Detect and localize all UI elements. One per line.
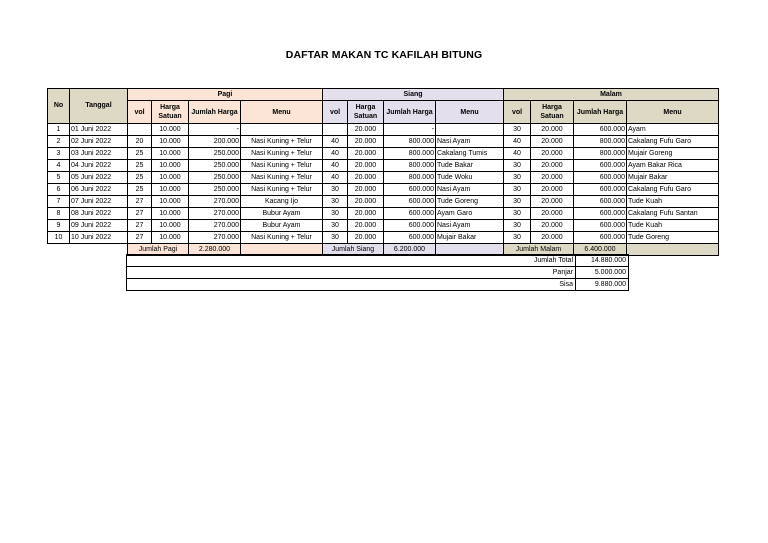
totals-value: 9.880.000 bbox=[576, 279, 629, 291]
header-siang: Siang bbox=[323, 89, 504, 101]
header-pagi-vol: vol bbox=[128, 101, 152, 124]
pagi-jumlah: - bbox=[189, 124, 241, 136]
pagi-menu: Nasi Kuning + Telur bbox=[241, 184, 323, 196]
siang-menu: Tude Woku bbox=[436, 172, 504, 184]
header-pagi-menu: Menu bbox=[241, 101, 323, 124]
siang-vol: 40 bbox=[323, 172, 348, 184]
pagi-menu bbox=[241, 124, 323, 136]
row-tanggal: 06 Juni 2022 bbox=[70, 184, 128, 196]
jumlah-pagi-value: 2.280.000 bbox=[189, 244, 241, 256]
malam-jumlah: 600.000 bbox=[574, 196, 627, 208]
header-malam-harga: Harga Satuan bbox=[531, 101, 574, 124]
row-tanggal: 10 Juni 2022 bbox=[70, 232, 128, 244]
row-tanggal: 04 Juni 2022 bbox=[70, 160, 128, 172]
row-no: 7 bbox=[48, 196, 70, 208]
pagi-menu: Nasi Kuning + Telur bbox=[241, 136, 323, 148]
siang-harga: 20.000 bbox=[348, 184, 384, 196]
siang-vol bbox=[323, 124, 348, 136]
siang-jumlah: 600.000 bbox=[384, 196, 436, 208]
siang-vol: 30 bbox=[323, 184, 348, 196]
header-no: No bbox=[48, 89, 70, 124]
pagi-jumlah: 200.000 bbox=[189, 136, 241, 148]
table-row bbox=[48, 220, 719, 232]
pagi-menu: Kacang Ijo bbox=[241, 196, 323, 208]
pagi-vol bbox=[128, 124, 152, 136]
header-malam: Malam bbox=[504, 89, 719, 101]
malam-harga: 20.000 bbox=[531, 160, 574, 172]
pagi-vol: 25 bbox=[128, 184, 152, 196]
totals-label: Jumlah Total bbox=[127, 255, 576, 267]
siang-menu bbox=[436, 124, 504, 136]
row-no: 5 bbox=[48, 172, 70, 184]
siang-vol: 30 bbox=[323, 232, 348, 244]
pagi-vol: 20 bbox=[128, 136, 152, 148]
table-row bbox=[48, 232, 719, 244]
jumlah-siang-label: Jumlah Siang bbox=[323, 244, 384, 256]
pagi-harga: 10.000 bbox=[152, 136, 189, 148]
totals-value: 14.880.000 bbox=[576, 255, 629, 267]
pagi-menu: Nasi Kuning + Telur bbox=[241, 160, 323, 172]
jumlah-siang-value: 6.200.000 bbox=[384, 244, 436, 256]
siang-vol: 40 bbox=[323, 148, 348, 160]
malam-menu: Ayam bbox=[627, 124, 719, 136]
pagi-menu: Bubur Ayam bbox=[241, 220, 323, 232]
totals-table bbox=[126, 254, 629, 291]
siang-harga: 20.000 bbox=[348, 124, 384, 136]
malam-jumlah: 600.000 bbox=[574, 160, 627, 172]
pagi-harga: 10.000 bbox=[152, 196, 189, 208]
malam-menu: Cakalang Fufu Santan bbox=[627, 208, 719, 220]
siang-harga: 20.000 bbox=[348, 220, 384, 232]
pagi-vol: 25 bbox=[128, 172, 152, 184]
document-title: DAFTAR MAKAN TC KAFILAH BITUNG bbox=[285, 49, 483, 61]
pagi-jumlah: 250.000 bbox=[189, 172, 241, 184]
table-row bbox=[48, 124, 719, 136]
pagi-harga: 10.000 bbox=[152, 220, 189, 232]
header-siang-jumlah: Jumlah Harga bbox=[384, 101, 436, 124]
malam-jumlah: 600.000 bbox=[574, 232, 627, 244]
malam-menu: Tude Goreng bbox=[627, 232, 719, 244]
siang-jumlah: 600.000 bbox=[384, 220, 436, 232]
malam-vol: 30 bbox=[504, 160, 531, 172]
malam-vol: 30 bbox=[504, 124, 531, 136]
pagi-harga: 10.000 bbox=[152, 148, 189, 160]
table-row bbox=[48, 208, 719, 220]
row-no: 2 bbox=[48, 136, 70, 148]
malam-jumlah: 600.000 bbox=[574, 184, 627, 196]
malam-vol: 30 bbox=[504, 208, 531, 220]
pagi-vol: 27 bbox=[128, 196, 152, 208]
jumlah-malam-value: 6.400.000 bbox=[574, 244, 627, 256]
malam-jumlah: 800.000 bbox=[574, 136, 627, 148]
jumlah-malam-label: Jumlah Malam bbox=[504, 244, 574, 256]
malam-menu: Mujair Bakar bbox=[627, 172, 719, 184]
siang-vol: 30 bbox=[323, 196, 348, 208]
totals-row bbox=[127, 267, 629, 279]
malam-jumlah: 600.000 bbox=[574, 172, 627, 184]
totals-label: Panjar bbox=[127, 267, 576, 279]
malam-jumlah: 600.000 bbox=[574, 220, 627, 232]
table-row bbox=[48, 172, 719, 184]
table-row bbox=[48, 196, 719, 208]
malam-vol: 30 bbox=[504, 196, 531, 208]
pagi-vol: 27 bbox=[128, 208, 152, 220]
pagi-jumlah: 250.000 bbox=[189, 148, 241, 160]
malam-harga: 20.000 bbox=[531, 136, 574, 148]
totals-value: 5.000.000 bbox=[576, 267, 629, 279]
jumlah-malam-empty bbox=[627, 244, 719, 256]
malam-harga: 20.000 bbox=[531, 148, 574, 160]
siang-menu: Ayam Garo bbox=[436, 208, 504, 220]
malam-harga: 20.000 bbox=[531, 172, 574, 184]
row-tanggal: 05 Juni 2022 bbox=[70, 172, 128, 184]
siang-jumlah: 600.000 bbox=[384, 232, 436, 244]
malam-vol: 30 bbox=[504, 232, 531, 244]
table-body bbox=[48, 124, 719, 244]
row-no: 3 bbox=[48, 148, 70, 160]
pagi-menu: Bubur Ayam bbox=[241, 208, 323, 220]
pagi-harga: 10.000 bbox=[152, 124, 189, 136]
row-no: 9 bbox=[48, 220, 70, 232]
row-no: 1 bbox=[48, 124, 70, 136]
siang-jumlah: 800.000 bbox=[384, 172, 436, 184]
pagi-harga: 10.000 bbox=[152, 232, 189, 244]
siang-jumlah: - bbox=[384, 124, 436, 136]
malam-vol: 40 bbox=[504, 148, 531, 160]
pagi-menu: Nasi Kuning + Telur bbox=[241, 232, 323, 244]
siang-vol: 30 bbox=[323, 220, 348, 232]
pagi-harga: 10.000 bbox=[152, 184, 189, 196]
siang-harga: 20.000 bbox=[348, 196, 384, 208]
pagi-jumlah: 270.000 bbox=[189, 196, 241, 208]
siang-menu: Mujair Bakar bbox=[436, 232, 504, 244]
siang-harga: 20.000 bbox=[348, 160, 384, 172]
header-pagi-jumlah: Jumlah Harga bbox=[189, 101, 241, 124]
siang-harga: 20.000 bbox=[348, 148, 384, 160]
siang-vol: 40 bbox=[323, 160, 348, 172]
siang-menu: Tude Bakar bbox=[436, 160, 504, 172]
row-tanggal: 02 Juni 2022 bbox=[70, 136, 128, 148]
pagi-vol: 27 bbox=[128, 220, 152, 232]
siang-menu: Cakalang Tumis bbox=[436, 148, 504, 160]
table-row bbox=[48, 148, 719, 160]
malam-harga: 20.000 bbox=[531, 196, 574, 208]
table-row bbox=[48, 184, 719, 196]
header-siang-menu: Menu bbox=[436, 101, 504, 124]
table-row bbox=[48, 136, 719, 148]
malam-harga: 20.000 bbox=[531, 208, 574, 220]
pagi-menu: Nasi Kuning + Telur bbox=[241, 148, 323, 160]
siang-jumlah: 600.000 bbox=[384, 208, 436, 220]
malam-jumlah: 600.000 bbox=[574, 208, 627, 220]
header-pagi: Pagi bbox=[128, 89, 323, 101]
siang-harga: 20.000 bbox=[348, 136, 384, 148]
malam-harga: 20.000 bbox=[531, 184, 574, 196]
malam-jumlah: 800.000 bbox=[574, 148, 627, 160]
pagi-jumlah: 270.000 bbox=[189, 232, 241, 244]
pagi-harga: 10.000 bbox=[152, 208, 189, 220]
row-no: 10 bbox=[48, 232, 70, 244]
siang-menu: Nasi Ayam bbox=[436, 184, 504, 196]
pagi-jumlah: 270.000 bbox=[189, 220, 241, 232]
siang-jumlah: 800.000 bbox=[384, 136, 436, 148]
siang-harga: 20.000 bbox=[348, 232, 384, 244]
pagi-vol: 25 bbox=[128, 160, 152, 172]
siang-harga: 20.000 bbox=[348, 208, 384, 220]
pagi-vol: 25 bbox=[128, 148, 152, 160]
siang-vol: 30 bbox=[323, 208, 348, 220]
siang-vol: 40 bbox=[323, 136, 348, 148]
totals-label: Sisa bbox=[127, 279, 576, 291]
pagi-jumlah: 250.000 bbox=[189, 184, 241, 196]
jumlah-pagi-label: Jumlah Pagi bbox=[128, 244, 189, 256]
header-malam-menu: Menu bbox=[627, 101, 719, 124]
malam-vol: 40 bbox=[504, 136, 531, 148]
malam-harga: 20.000 bbox=[531, 220, 574, 232]
summary-spacer bbox=[48, 244, 128, 256]
malam-menu: Mujair Goreng bbox=[627, 148, 719, 160]
malam-vol: 30 bbox=[504, 184, 531, 196]
siang-harga: 20.000 bbox=[348, 172, 384, 184]
row-tanggal: 03 Juni 2022 bbox=[70, 148, 128, 160]
malam-harga: 20.000 bbox=[531, 124, 574, 136]
pagi-harga: 10.000 bbox=[152, 160, 189, 172]
malam-menu: Cakalang Fufu Garo bbox=[627, 136, 719, 148]
header-siang-vol: vol bbox=[323, 101, 348, 124]
siang-menu: Nasi Ayam bbox=[436, 220, 504, 232]
malam-menu: Tude Kuah bbox=[627, 220, 719, 232]
totals-row bbox=[127, 255, 629, 267]
siang-jumlah: 600.000 bbox=[384, 184, 436, 196]
row-tanggal: 09 Juni 2022 bbox=[70, 220, 128, 232]
pagi-vol: 27 bbox=[128, 232, 152, 244]
row-no: 4 bbox=[48, 160, 70, 172]
meal-table bbox=[47, 88, 719, 256]
header-malam-vol: vol bbox=[504, 101, 531, 124]
malam-menu: Tude Kuah bbox=[627, 196, 719, 208]
row-no: 8 bbox=[48, 208, 70, 220]
table-row bbox=[48, 160, 719, 172]
pagi-menu: Nasi Kuning + Telur bbox=[241, 172, 323, 184]
malam-harga: 20.000 bbox=[531, 232, 574, 244]
pagi-jumlah: 250.000 bbox=[189, 160, 241, 172]
header-tanggal: Tanggal bbox=[70, 89, 128, 124]
header-malam-jumlah: Jumlah Harga bbox=[574, 101, 627, 124]
malam-jumlah: 600.000 bbox=[574, 124, 627, 136]
malam-vol: 30 bbox=[504, 220, 531, 232]
row-tanggal: 07 Juni 2022 bbox=[70, 196, 128, 208]
row-tanggal: 08 Juni 2022 bbox=[70, 208, 128, 220]
row-no: 6 bbox=[48, 184, 70, 196]
header-pagi-harga: Harga Satuan bbox=[152, 101, 189, 124]
siang-jumlah: 800.000 bbox=[384, 160, 436, 172]
malam-menu: Cakalang Fufu Garo bbox=[627, 184, 719, 196]
totals-row bbox=[127, 279, 629, 291]
malam-menu: Ayam Bakar Rica bbox=[627, 160, 719, 172]
pagi-jumlah: 270.000 bbox=[189, 208, 241, 220]
siang-menu: Tude Goreng bbox=[436, 196, 504, 208]
pagi-harga: 10.000 bbox=[152, 172, 189, 184]
malam-vol: 30 bbox=[504, 172, 531, 184]
header-siang-harga: Harga Satuan bbox=[348, 101, 384, 124]
siang-jumlah: 800.000 bbox=[384, 148, 436, 160]
siang-menu: Nasi Ayam bbox=[436, 136, 504, 148]
row-tanggal: 01 Juni 2022 bbox=[70, 124, 128, 136]
